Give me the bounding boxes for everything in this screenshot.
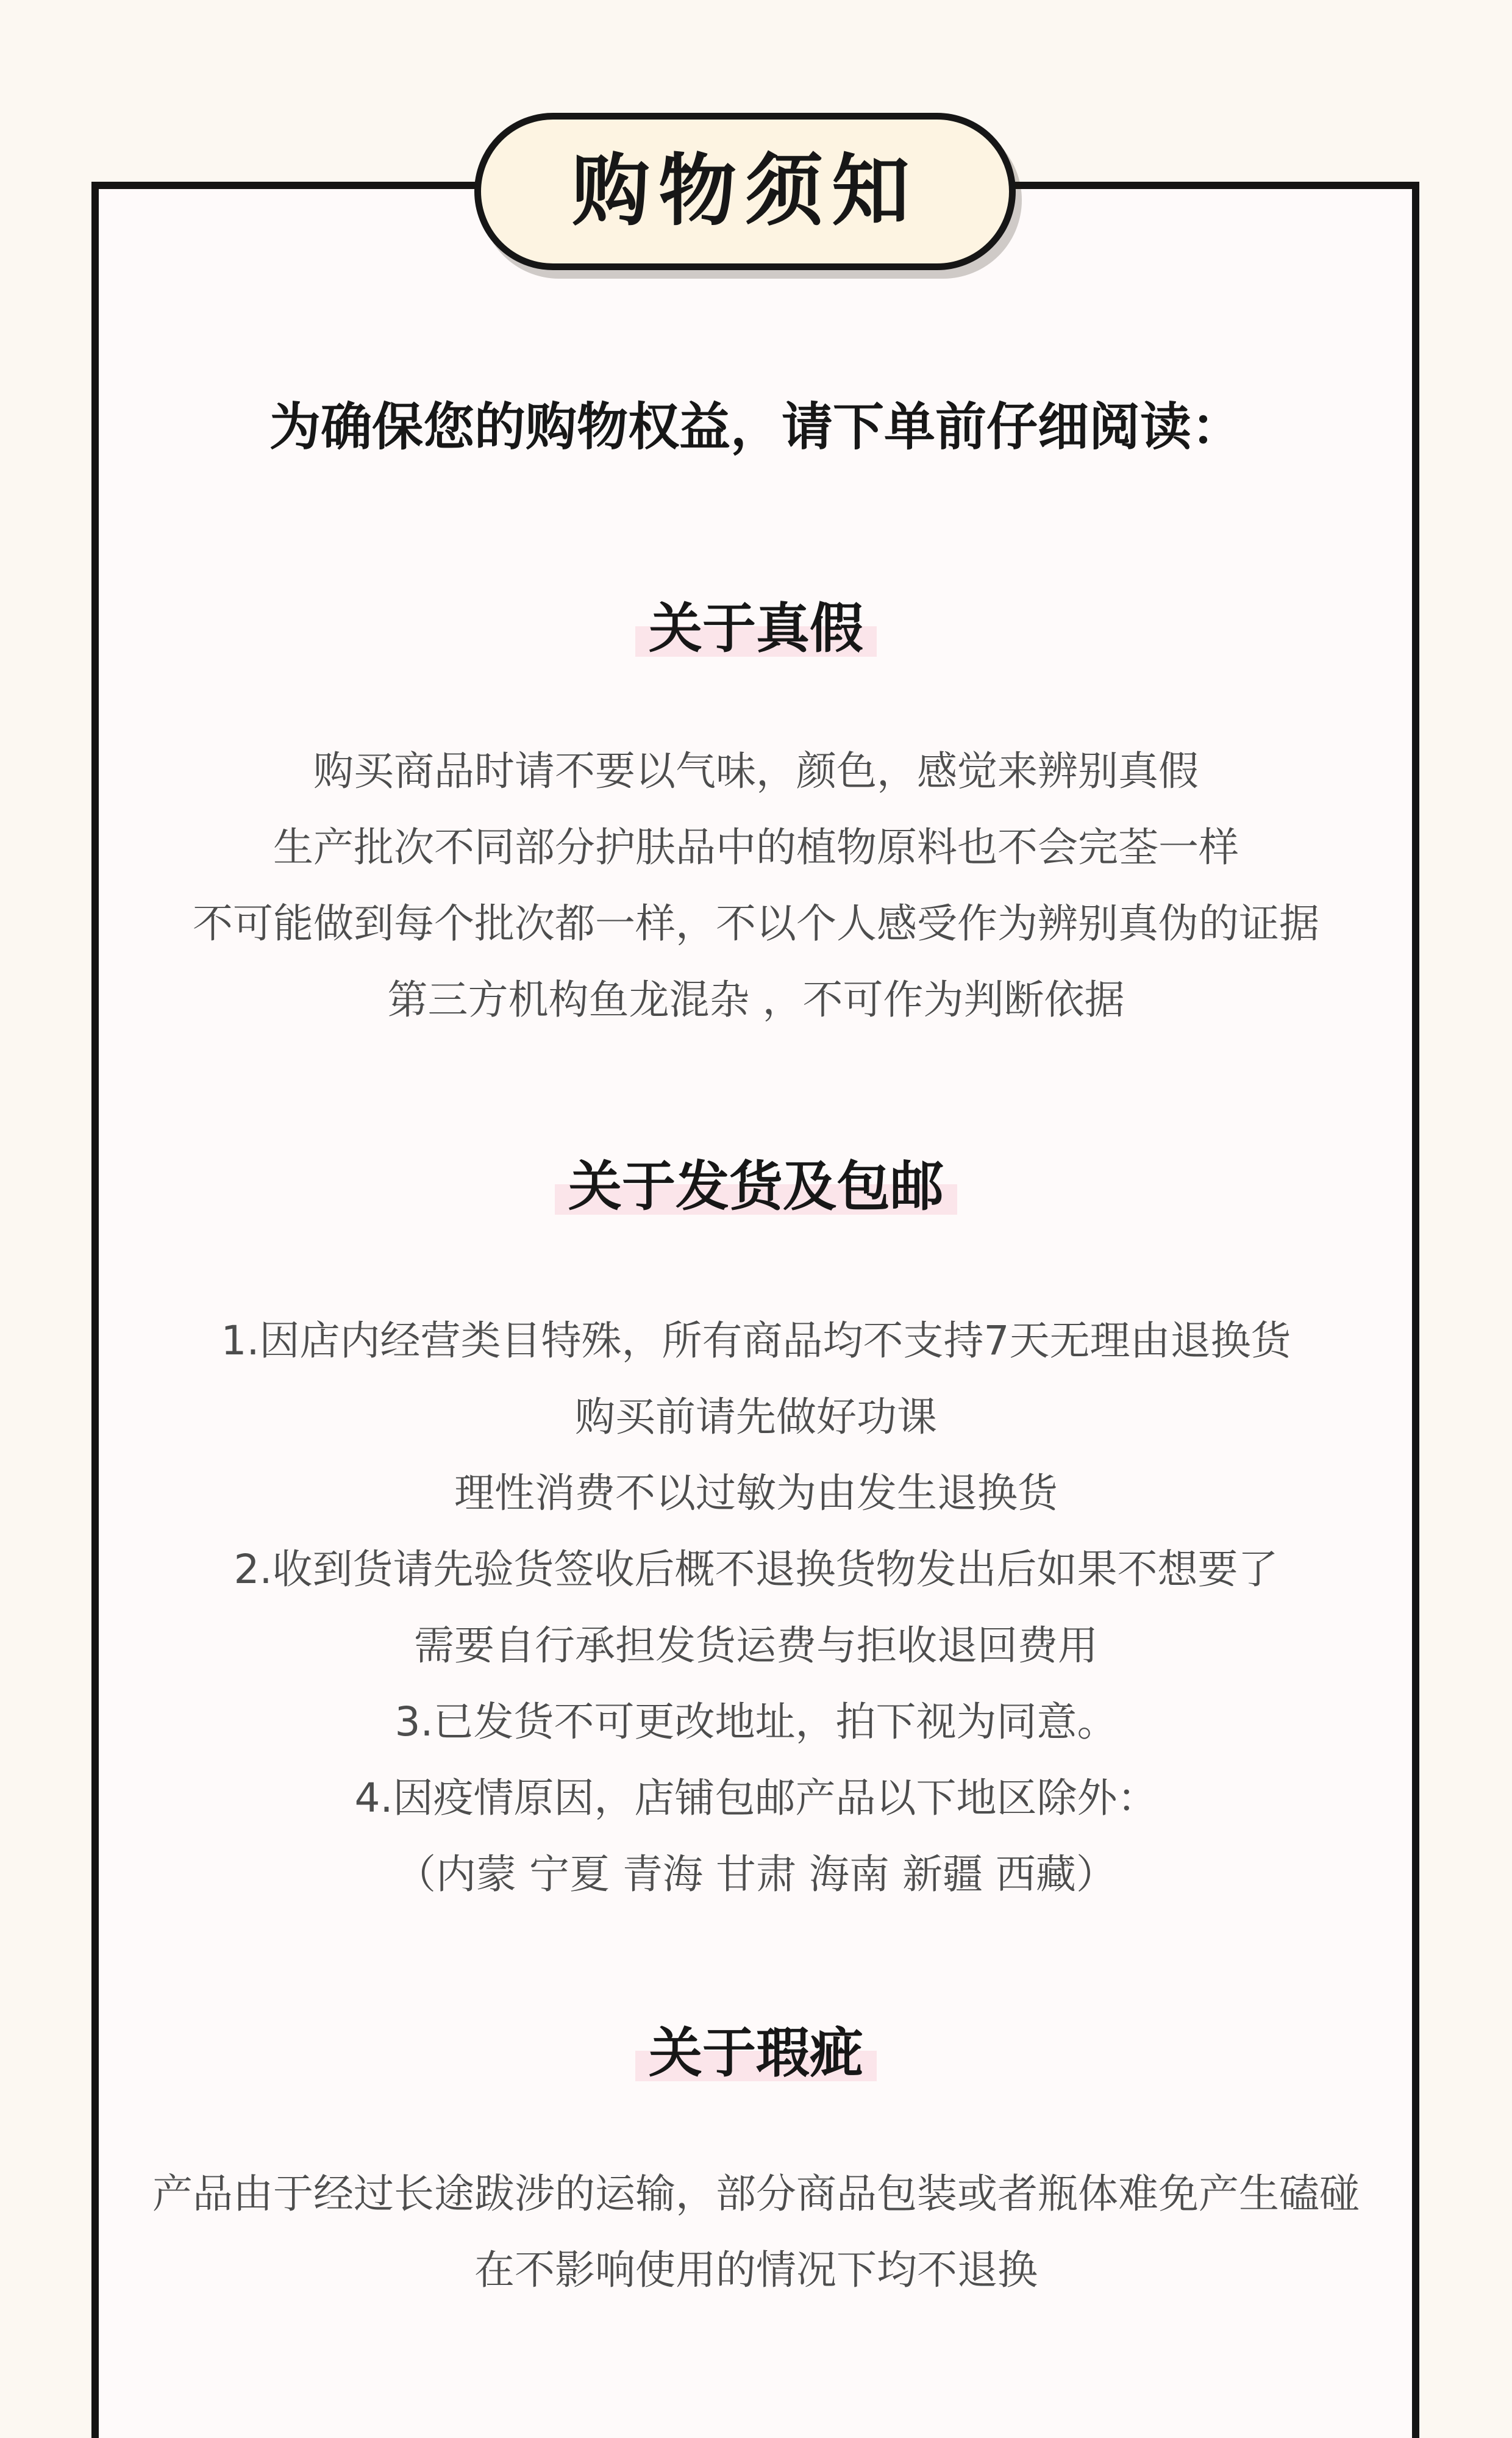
text-line: 4.因疫情原因，店铺包邮产品以下地区除外： bbox=[354, 1775, 1158, 1821]
section-heading-defects bbox=[0, 2022, 1512, 2084]
section-heading-authenticity bbox=[0, 598, 1512, 659]
text-line: 2.收到货请先验货签收后概不退换货物发出后如果不想要了 bbox=[234, 1546, 1278, 1593]
section-heading-label: 关于瑕疵 bbox=[635, 2022, 877, 2084]
text-line: 3.已发货不可更改地址，拍下视为同意。 bbox=[394, 1698, 1118, 1745]
text-line: 需要自行承担发货运费与拒收退回费用 bbox=[414, 1622, 1098, 1669]
text-line: 理性消费不以过敏为由发生退换货 bbox=[454, 1470, 1058, 1517]
text-line: 第三方机构鱼龙混杂 ，不可作为判断依据 bbox=[387, 976, 1125, 1023]
section-heading-shipping bbox=[0, 1156, 1512, 1217]
text-line: （内蒙 宁夏 青海 甘肃 海南 新疆 西藏） bbox=[396, 1851, 1116, 1898]
text-line: 在不影响使用的情况下均不退换 bbox=[474, 2247, 1038, 2293]
title-badge bbox=[474, 113, 1016, 270]
section-heading-label: 关于真假 bbox=[635, 598, 877, 659]
text-line: 购买商品时请不要以气味，颜色，感觉来辨别真假 bbox=[313, 748, 1199, 795]
section-heading-label: 关于发货及包邮 bbox=[555, 1156, 957, 1217]
text-line: 不可能做到每个批次都一样，不以个人感受作为辨别真伪的证据 bbox=[193, 900, 1319, 947]
text-line: 生产批次不同部分护肤品中的植物原料也不会完荃一样 bbox=[273, 824, 1239, 871]
intro-text: 为确保您的购物权益，请下单前仔细阅读： bbox=[269, 397, 1243, 457]
section-body-authenticity bbox=[0, 733, 1512, 1038]
section-body-defects bbox=[0, 2156, 1512, 2308]
page-title: 购物须知 bbox=[571, 146, 918, 237]
section-body-shipping bbox=[0, 1303, 1512, 1912]
text-line: 产品由于经过长途跋涉的运输，部分商品包装或者瓶体难免产生磕碰 bbox=[152, 2170, 1360, 2217]
text-line: 1.因店内经营类目特殊，所有商品均不支持7天无理由退换货 bbox=[221, 1317, 1291, 1364]
text-line: 购买前请先做好功课 bbox=[575, 1393, 937, 1440]
